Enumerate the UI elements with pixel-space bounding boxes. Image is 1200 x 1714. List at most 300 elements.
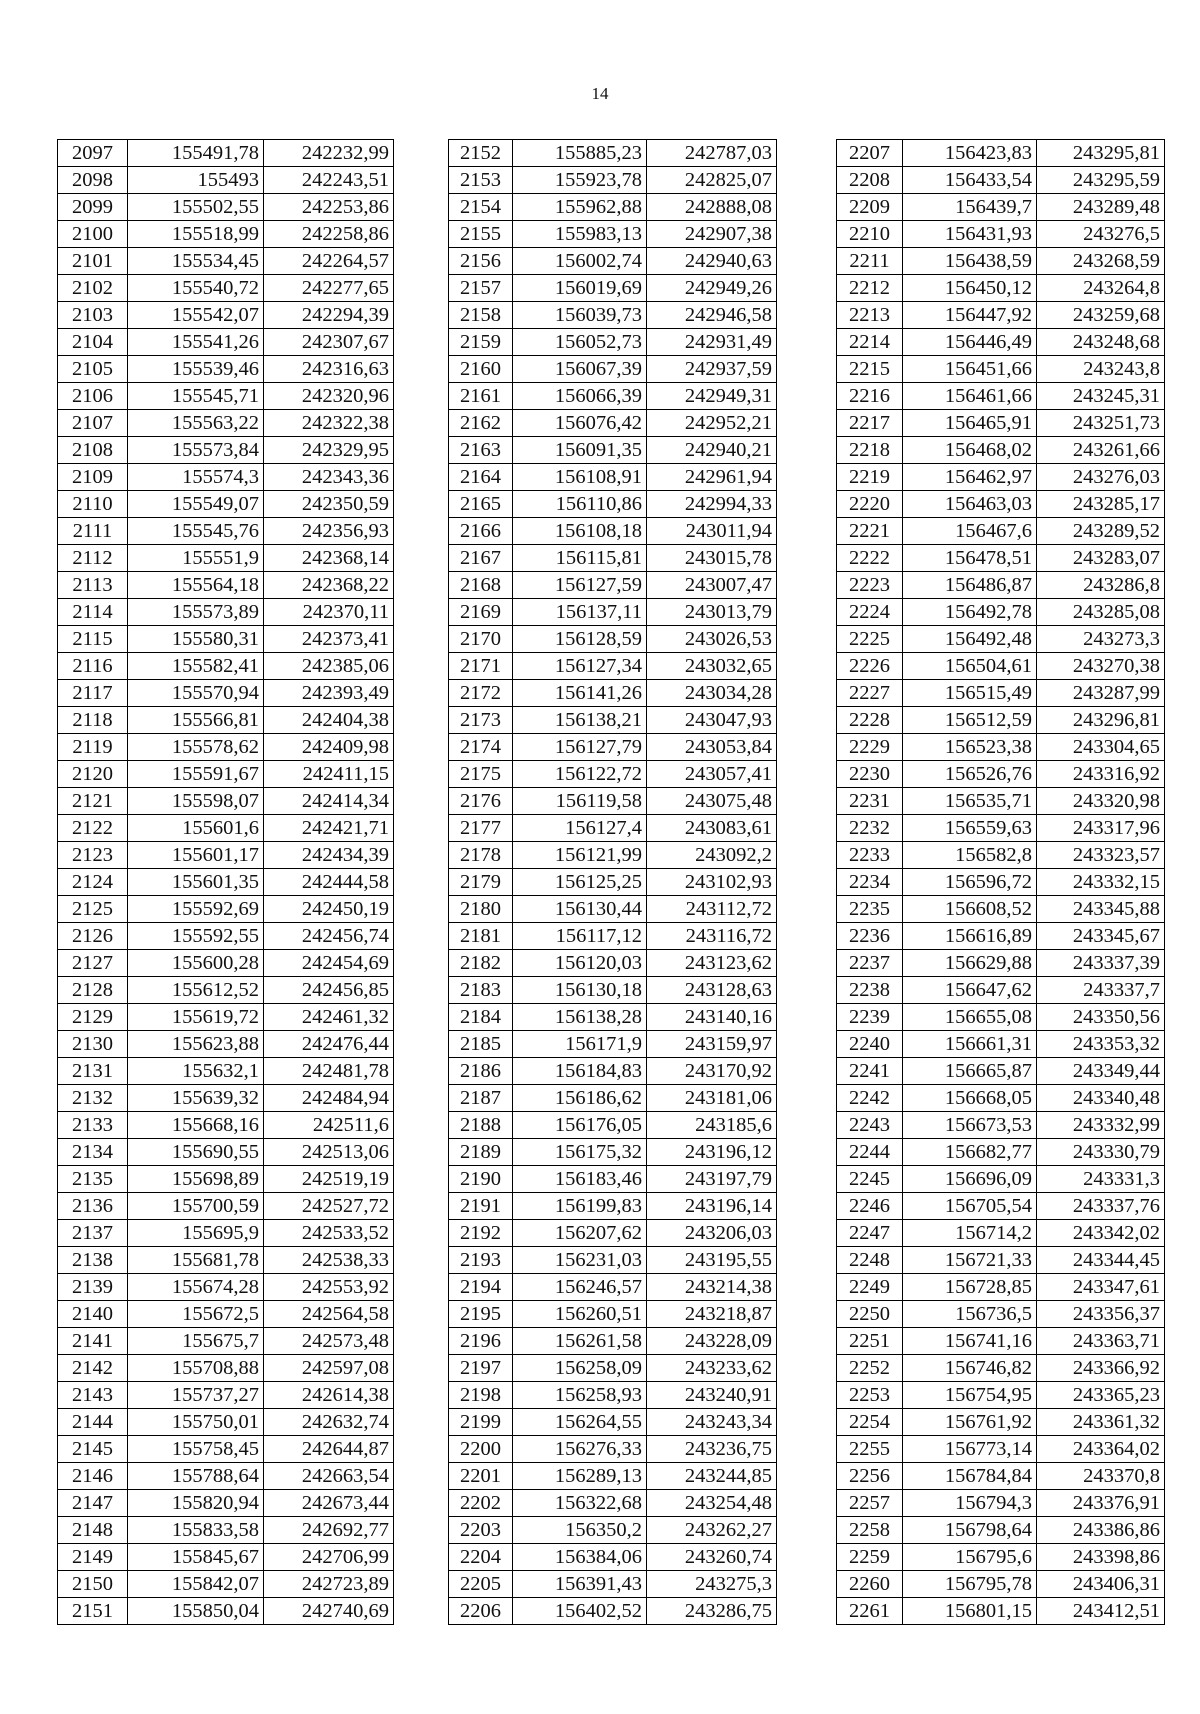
table-row xyxy=(58,1301,394,1328)
point-number-cell: 2110 xyxy=(58,491,128,518)
point-number-cell: 2160 xyxy=(449,356,513,383)
point-number-cell: 2124 xyxy=(58,869,128,896)
y-coordinate-cell: 243323,57 xyxy=(1037,842,1165,869)
point-number-cell: 2239 xyxy=(837,1004,903,1031)
point-number-cell: 2131 xyxy=(58,1058,128,1085)
x-coordinate-cell: 156773,14 xyxy=(903,1436,1037,1463)
table-row xyxy=(449,302,777,329)
point-number-cell: 2195 xyxy=(449,1301,513,1328)
point-number-cell: 2251 xyxy=(837,1328,903,1355)
table-row xyxy=(449,1112,777,1139)
x-coordinate-cell: 155674,28 xyxy=(128,1274,264,1301)
y-coordinate-cell: 242692,77 xyxy=(264,1517,394,1544)
x-coordinate-cell: 155983,13 xyxy=(513,221,647,248)
y-coordinate-cell: 243331,3 xyxy=(1037,1166,1165,1193)
y-coordinate-cell: 243195,55 xyxy=(647,1247,777,1274)
table-row xyxy=(837,356,1165,383)
point-number-cell: 2183 xyxy=(449,977,513,1004)
x-coordinate-cell: 155675,7 xyxy=(128,1328,264,1355)
table-row xyxy=(837,815,1165,842)
table-row xyxy=(837,167,1165,194)
y-coordinate-cell: 243285,17 xyxy=(1037,491,1165,518)
y-coordinate-cell: 243233,62 xyxy=(647,1355,777,1382)
table-row xyxy=(58,1409,394,1436)
x-coordinate-cell: 156076,42 xyxy=(513,410,647,437)
x-coordinate-cell: 155545,76 xyxy=(128,518,264,545)
x-coordinate-cell: 156431,93 xyxy=(903,221,1037,248)
table-row xyxy=(58,788,394,815)
x-coordinate-cell: 155601,35 xyxy=(128,869,264,896)
y-coordinate-cell: 243261,66 xyxy=(1037,437,1165,464)
x-coordinate-cell: 155695,9 xyxy=(128,1220,264,1247)
y-coordinate-cell: 242456,85 xyxy=(264,977,394,1004)
point-number-cell: 2121 xyxy=(58,788,128,815)
x-coordinate-cell: 155845,67 xyxy=(128,1544,264,1571)
y-coordinate-cell: 243264,8 xyxy=(1037,275,1165,302)
y-coordinate-cell: 242673,44 xyxy=(264,1490,394,1517)
table-row xyxy=(58,842,394,869)
point-number-cell: 2212 xyxy=(837,275,903,302)
table-body xyxy=(449,140,777,1625)
point-number-cell: 2228 xyxy=(837,707,903,734)
y-coordinate-cell: 242322,38 xyxy=(264,410,394,437)
table-row xyxy=(449,1031,777,1058)
y-coordinate-cell: 242320,96 xyxy=(264,383,394,410)
table-row xyxy=(58,1220,394,1247)
x-coordinate-cell: 156108,18 xyxy=(513,518,647,545)
point-number-cell: 2123 xyxy=(58,842,128,869)
table-row xyxy=(837,1112,1165,1139)
x-coordinate-cell: 156438,59 xyxy=(903,248,1037,275)
point-number-cell: 2168 xyxy=(449,572,513,599)
x-coordinate-cell: 155668,16 xyxy=(128,1112,264,1139)
x-coordinate-cell: 156199,83 xyxy=(513,1193,647,1220)
point-number-cell: 2245 xyxy=(837,1166,903,1193)
y-coordinate-cell: 243276,03 xyxy=(1037,464,1165,491)
y-coordinate-cell: 243398,86 xyxy=(1037,1544,1165,1571)
y-coordinate-cell: 242740,69 xyxy=(264,1598,394,1625)
point-number-cell: 2200 xyxy=(449,1436,513,1463)
x-coordinate-cell: 155600,28 xyxy=(128,950,264,977)
table-row xyxy=(58,977,394,1004)
point-number-cell: 2240 xyxy=(837,1031,903,1058)
point-number-cell: 2102 xyxy=(58,275,128,302)
table-row xyxy=(837,1598,1165,1625)
x-coordinate-cell: 156207,62 xyxy=(513,1220,647,1247)
table-row xyxy=(449,653,777,680)
table-row xyxy=(58,1328,394,1355)
y-coordinate-cell: 243366,92 xyxy=(1037,1355,1165,1382)
table-row xyxy=(837,1166,1165,1193)
y-coordinate-cell: 243332,99 xyxy=(1037,1112,1165,1139)
x-coordinate-cell: 156423,83 xyxy=(903,140,1037,167)
point-number-cell: 2241 xyxy=(837,1058,903,1085)
table-row xyxy=(58,626,394,653)
x-coordinate-cell: 156582,8 xyxy=(903,842,1037,869)
point-number-cell: 2155 xyxy=(449,221,513,248)
point-number-cell: 2104 xyxy=(58,329,128,356)
y-coordinate-cell: 242937,59 xyxy=(647,356,777,383)
y-coordinate-cell: 242723,89 xyxy=(264,1571,394,1598)
point-number-cell: 2137 xyxy=(58,1220,128,1247)
table-row xyxy=(837,896,1165,923)
point-number-cell: 2216 xyxy=(837,383,903,410)
point-number-cell: 2190 xyxy=(449,1166,513,1193)
table-row xyxy=(837,464,1165,491)
table-row xyxy=(837,383,1165,410)
point-number-cell: 2261 xyxy=(837,1598,903,1625)
y-coordinate-cell: 243140,16 xyxy=(647,1004,777,1031)
table-row xyxy=(58,1517,394,1544)
x-coordinate-cell: 155788,64 xyxy=(128,1463,264,1490)
table-row xyxy=(837,680,1165,707)
table-row xyxy=(449,977,777,1004)
point-number-cell: 2192 xyxy=(449,1220,513,1247)
point-number-cell: 2097 xyxy=(58,140,128,167)
table-row xyxy=(58,518,394,545)
table-row xyxy=(837,1355,1165,1382)
point-number-cell: 2127 xyxy=(58,950,128,977)
point-number-cell: 2113 xyxy=(58,572,128,599)
table-row xyxy=(449,1409,777,1436)
point-number-cell: 2202 xyxy=(449,1490,513,1517)
y-coordinate-cell: 243047,93 xyxy=(647,707,777,734)
x-coordinate-cell: 155573,84 xyxy=(128,437,264,464)
point-number-cell: 2175 xyxy=(449,761,513,788)
y-coordinate-cell: 243007,47 xyxy=(647,572,777,599)
table-row xyxy=(449,1058,777,1085)
y-coordinate-cell: 242368,14 xyxy=(264,545,394,572)
table-row xyxy=(58,248,394,275)
y-coordinate-cell: 243083,61 xyxy=(647,815,777,842)
table-row xyxy=(837,1571,1165,1598)
x-coordinate-cell: 155708,88 xyxy=(128,1355,264,1382)
point-number-cell: 2157 xyxy=(449,275,513,302)
x-coordinate-cell: 156450,12 xyxy=(903,275,1037,302)
table-row xyxy=(58,680,394,707)
table-row xyxy=(837,1409,1165,1436)
y-coordinate-cell: 242787,03 xyxy=(647,140,777,167)
point-number-cell: 2259 xyxy=(837,1544,903,1571)
y-coordinate-cell: 243316,92 xyxy=(1037,761,1165,788)
x-coordinate-cell: 156130,18 xyxy=(513,977,647,1004)
y-coordinate-cell: 243270,38 xyxy=(1037,653,1165,680)
table-row xyxy=(837,599,1165,626)
table-row xyxy=(58,896,394,923)
point-number-cell: 2233 xyxy=(837,842,903,869)
y-coordinate-cell: 243332,15 xyxy=(1037,869,1165,896)
table-row xyxy=(58,1166,394,1193)
x-coordinate-cell: 156705,54 xyxy=(903,1193,1037,1220)
table-row xyxy=(837,1247,1165,1274)
x-coordinate-cell: 156515,49 xyxy=(903,680,1037,707)
table-row xyxy=(837,869,1165,896)
y-coordinate-cell: 242232,99 xyxy=(264,140,394,167)
x-coordinate-cell: 156535,71 xyxy=(903,788,1037,815)
x-coordinate-cell: 155619,72 xyxy=(128,1004,264,1031)
x-coordinate-cell: 156795,78 xyxy=(903,1571,1037,1598)
x-coordinate-cell: 156176,05 xyxy=(513,1112,647,1139)
point-number-cell: 2253 xyxy=(837,1382,903,1409)
y-coordinate-cell: 243337,39 xyxy=(1037,950,1165,977)
table-row xyxy=(837,923,1165,950)
y-coordinate-cell: 243262,27 xyxy=(647,1517,777,1544)
table-row xyxy=(58,599,394,626)
y-coordinate-cell: 242421,71 xyxy=(264,815,394,842)
point-number-cell: 2114 xyxy=(58,599,128,626)
point-number-cell: 2206 xyxy=(449,1598,513,1625)
table-body xyxy=(58,140,394,1625)
y-coordinate-cell: 243340,48 xyxy=(1037,1085,1165,1112)
table-row xyxy=(449,410,777,437)
x-coordinate-cell: 155541,26 xyxy=(128,329,264,356)
point-number-cell: 2226 xyxy=(837,653,903,680)
y-coordinate-cell: 242350,59 xyxy=(264,491,394,518)
table-row xyxy=(58,464,394,491)
y-coordinate-cell: 243283,07 xyxy=(1037,545,1165,572)
table-row xyxy=(449,815,777,842)
y-coordinate-cell: 243364,02 xyxy=(1037,1436,1165,1463)
x-coordinate-cell: 156447,92 xyxy=(903,302,1037,329)
point-number-cell: 2225 xyxy=(837,626,903,653)
table-row xyxy=(58,1544,394,1571)
table-row xyxy=(837,491,1165,518)
table-row xyxy=(449,491,777,518)
x-coordinate-cell: 155493 xyxy=(128,167,264,194)
table-row xyxy=(449,842,777,869)
x-coordinate-cell: 156761,92 xyxy=(903,1409,1037,1436)
point-number-cell: 2209 xyxy=(837,194,903,221)
point-number-cell: 2162 xyxy=(449,410,513,437)
x-coordinate-cell: 156439,7 xyxy=(903,194,1037,221)
y-coordinate-cell: 243123,62 xyxy=(647,950,777,977)
x-coordinate-cell: 156125,25 xyxy=(513,869,647,896)
x-coordinate-cell: 156052,73 xyxy=(513,329,647,356)
point-number-cell: 2184 xyxy=(449,1004,513,1031)
x-coordinate-cell: 155573,89 xyxy=(128,599,264,626)
y-coordinate-cell: 243159,97 xyxy=(647,1031,777,1058)
x-coordinate-cell: 156754,95 xyxy=(903,1382,1037,1409)
point-number-cell: 2126 xyxy=(58,923,128,950)
point-number-cell: 2250 xyxy=(837,1301,903,1328)
y-coordinate-cell: 242513,06 xyxy=(264,1139,394,1166)
point-number-cell: 2230 xyxy=(837,761,903,788)
table-row xyxy=(837,1490,1165,1517)
y-coordinate-cell: 242644,87 xyxy=(264,1436,394,1463)
y-coordinate-cell: 242519,19 xyxy=(264,1166,394,1193)
y-coordinate-cell: 242614,38 xyxy=(264,1382,394,1409)
point-number-cell: 2116 xyxy=(58,653,128,680)
x-coordinate-cell: 156492,78 xyxy=(903,599,1037,626)
point-number-cell: 2254 xyxy=(837,1409,903,1436)
y-coordinate-cell: 243342,02 xyxy=(1037,1220,1165,1247)
table-row xyxy=(58,1193,394,1220)
table-row xyxy=(58,761,394,788)
y-coordinate-cell: 243275,3 xyxy=(647,1571,777,1598)
y-coordinate-cell: 243287,99 xyxy=(1037,680,1165,707)
y-coordinate-cell: 243317,96 xyxy=(1037,815,1165,842)
y-coordinate-cell: 242393,49 xyxy=(264,680,394,707)
table-row xyxy=(58,653,394,680)
point-number-cell: 2242 xyxy=(837,1085,903,1112)
table-row xyxy=(837,1220,1165,1247)
x-coordinate-cell: 156258,09 xyxy=(513,1355,647,1382)
y-coordinate-cell: 243015,78 xyxy=(647,545,777,572)
y-coordinate-cell: 243320,98 xyxy=(1037,788,1165,815)
y-coordinate-cell: 242538,33 xyxy=(264,1247,394,1274)
x-coordinate-cell: 155540,72 xyxy=(128,275,264,302)
x-coordinate-cell: 156465,91 xyxy=(903,410,1037,437)
y-coordinate-cell: 242411,15 xyxy=(264,761,394,788)
point-number-cell: 2244 xyxy=(837,1139,903,1166)
y-coordinate-cell: 242949,31 xyxy=(647,383,777,410)
x-coordinate-cell: 156175,32 xyxy=(513,1139,647,1166)
table-row xyxy=(449,194,777,221)
x-coordinate-cell: 156673,53 xyxy=(903,1112,1037,1139)
x-coordinate-cell: 156467,6 xyxy=(903,518,1037,545)
point-number-cell: 2171 xyxy=(449,653,513,680)
point-number-cell: 2140 xyxy=(58,1301,128,1328)
table-row xyxy=(58,1436,394,1463)
point-number-cell: 2219 xyxy=(837,464,903,491)
table-row xyxy=(449,1436,777,1463)
x-coordinate-cell: 156039,73 xyxy=(513,302,647,329)
y-coordinate-cell: 243285,08 xyxy=(1037,599,1165,626)
table-row xyxy=(449,1544,777,1571)
y-coordinate-cell: 243245,31 xyxy=(1037,383,1165,410)
x-coordinate-cell: 156183,46 xyxy=(513,1166,647,1193)
point-number-cell: 2108 xyxy=(58,437,128,464)
y-coordinate-cell: 242961,94 xyxy=(647,464,777,491)
point-number-cell: 2112 xyxy=(58,545,128,572)
table-row xyxy=(837,1004,1165,1031)
x-coordinate-cell: 156258,93 xyxy=(513,1382,647,1409)
x-coordinate-cell: 155750,01 xyxy=(128,1409,264,1436)
y-coordinate-cell: 242940,63 xyxy=(647,248,777,275)
table-row xyxy=(449,599,777,626)
point-number-cell: 2105 xyxy=(58,356,128,383)
point-number-cell: 2178 xyxy=(449,842,513,869)
point-number-cell: 2247 xyxy=(837,1220,903,1247)
table-row xyxy=(449,761,777,788)
x-coordinate-cell: 156138,28 xyxy=(513,1004,647,1031)
table-row xyxy=(837,572,1165,599)
x-coordinate-cell: 156616,89 xyxy=(903,923,1037,950)
table-row xyxy=(449,1220,777,1247)
y-coordinate-cell: 242409,98 xyxy=(264,734,394,761)
y-coordinate-cell: 242907,38 xyxy=(647,221,777,248)
x-coordinate-cell: 155574,3 xyxy=(128,464,264,491)
table-row xyxy=(837,1463,1165,1490)
x-coordinate-cell: 155612,52 xyxy=(128,977,264,1004)
point-number-cell: 2103 xyxy=(58,302,128,329)
table-row xyxy=(58,383,394,410)
y-coordinate-cell: 242553,92 xyxy=(264,1274,394,1301)
y-coordinate-cell: 243254,48 xyxy=(647,1490,777,1517)
point-number-cell: 2220 xyxy=(837,491,903,518)
y-coordinate-cell: 242307,67 xyxy=(264,329,394,356)
table-row xyxy=(837,1058,1165,1085)
point-number-cell: 2151 xyxy=(58,1598,128,1625)
point-number-cell: 2147 xyxy=(58,1490,128,1517)
point-number-cell: 2235 xyxy=(837,896,903,923)
table-row xyxy=(449,221,777,248)
y-coordinate-cell: 243240,91 xyxy=(647,1382,777,1409)
x-coordinate-cell: 156504,61 xyxy=(903,653,1037,680)
y-coordinate-cell: 242444,58 xyxy=(264,869,394,896)
point-number-cell: 2152 xyxy=(449,140,513,167)
y-coordinate-cell: 243206,03 xyxy=(647,1220,777,1247)
y-coordinate-cell: 243304,65 xyxy=(1037,734,1165,761)
table-row xyxy=(449,545,777,572)
table-row xyxy=(58,1139,394,1166)
x-coordinate-cell: 156478,51 xyxy=(903,545,1037,572)
table-row xyxy=(837,1274,1165,1301)
y-coordinate-cell: 242825,07 xyxy=(647,167,777,194)
y-coordinate-cell: 242573,48 xyxy=(264,1328,394,1355)
y-coordinate-cell: 243218,87 xyxy=(647,1301,777,1328)
table-row xyxy=(58,1058,394,1085)
x-coordinate-cell: 156798,64 xyxy=(903,1517,1037,1544)
table-row xyxy=(449,329,777,356)
table-row xyxy=(449,680,777,707)
x-coordinate-cell: 155885,23 xyxy=(513,140,647,167)
y-coordinate-cell: 242527,72 xyxy=(264,1193,394,1220)
y-coordinate-cell: 243347,61 xyxy=(1037,1274,1165,1301)
y-coordinate-cell: 242632,74 xyxy=(264,1409,394,1436)
y-coordinate-cell: 242414,34 xyxy=(264,788,394,815)
y-coordinate-cell: 243350,56 xyxy=(1037,1004,1165,1031)
x-coordinate-cell: 156655,08 xyxy=(903,1004,1037,1031)
point-number-cell: 2205 xyxy=(449,1571,513,1598)
table-row xyxy=(58,194,394,221)
x-coordinate-cell: 156231,03 xyxy=(513,1247,647,1274)
x-coordinate-cell: 156801,15 xyxy=(903,1598,1037,1625)
point-number-cell: 2246 xyxy=(837,1193,903,1220)
y-coordinate-cell: 243295,81 xyxy=(1037,140,1165,167)
table-row xyxy=(837,194,1165,221)
table-row xyxy=(449,356,777,383)
table-row xyxy=(449,464,777,491)
x-coordinate-cell: 156492,48 xyxy=(903,626,1037,653)
point-number-cell: 2174 xyxy=(449,734,513,761)
x-coordinate-cell: 155566,81 xyxy=(128,707,264,734)
point-number-cell: 2217 xyxy=(837,410,903,437)
y-coordinate-cell: 243296,81 xyxy=(1037,707,1165,734)
point-number-cell: 2142 xyxy=(58,1355,128,1382)
x-coordinate-cell: 156120,03 xyxy=(513,950,647,977)
table-row xyxy=(58,1112,394,1139)
y-coordinate-cell: 243286,8 xyxy=(1037,572,1165,599)
y-coordinate-cell: 243181,06 xyxy=(647,1085,777,1112)
point-number-cell: 2194 xyxy=(449,1274,513,1301)
x-coordinate-cell: 155833,58 xyxy=(128,1517,264,1544)
table-row xyxy=(58,1382,394,1409)
point-number-cell: 2149 xyxy=(58,1544,128,1571)
table-row xyxy=(449,1274,777,1301)
table-row xyxy=(449,869,777,896)
y-coordinate-cell: 243034,28 xyxy=(647,680,777,707)
y-coordinate-cell: 243268,59 xyxy=(1037,248,1165,275)
x-coordinate-cell: 156115,81 xyxy=(513,545,647,572)
point-number-cell: 2125 xyxy=(58,896,128,923)
y-coordinate-cell: 243276,5 xyxy=(1037,221,1165,248)
point-number-cell: 2132 xyxy=(58,1085,128,1112)
table-row xyxy=(837,1436,1165,1463)
y-coordinate-cell: 243197,79 xyxy=(647,1166,777,1193)
y-coordinate-cell: 243286,75 xyxy=(647,1598,777,1625)
coordinate-table-2 xyxy=(448,139,777,1625)
